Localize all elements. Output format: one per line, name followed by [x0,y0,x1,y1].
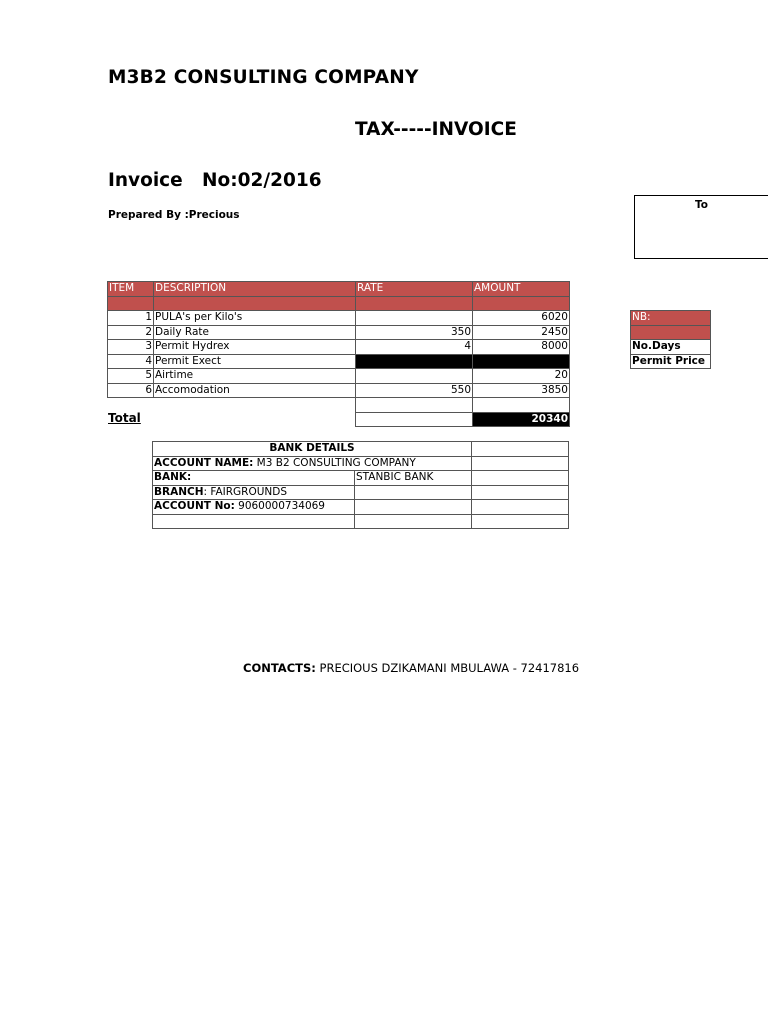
bank-label: BANK: [153,471,355,486]
table-row [108,383,570,398]
item-amount-blacked [473,354,570,369]
item-rate: 4 [356,340,473,355]
item-number: 6 [108,383,154,398]
item-rate [356,311,473,326]
nb-table [630,310,711,369]
table-row [108,354,570,369]
account-number: ACCOUNT No: 9060000734069 [153,500,355,515]
contacts-label: CONTACTS: [243,661,316,675]
table-header-row [108,282,570,297]
item-number: 5 [108,369,154,384]
header-rate: RATE [356,282,473,297]
table-row [108,311,570,326]
item-amount: 2450 [473,325,570,340]
header-description: DESCRIPTION [154,282,356,297]
document-title: TAX-----INVOICE [355,119,517,140]
invoice-number: Invoice No:02/2016 [108,170,322,191]
item-number: 2 [108,325,154,340]
contacts-value: PRECIOUS DZIKAMANI MBULAWA - 72417816 [315,661,580,675]
table-row [108,369,570,384]
bank-details-table [152,441,569,529]
table-row [108,325,570,340]
nb-row-days: No.Days [631,340,711,355]
nb-row-permit-price: Permit Price [631,354,711,369]
item-description: PULA's per Kilo's [154,311,356,326]
contacts-line [243,661,579,675]
nb-label: NB: [631,311,711,326]
item-amount: 3850 [473,383,570,398]
header-amount: AMOUNT [473,282,570,297]
invoice-items-table [107,281,570,427]
account-name: ACCOUNT NAME: M3 B2 CONSULTING COMPANY [153,456,472,471]
item-amount: 6020 [473,311,570,326]
item-number: 3 [108,340,154,355]
item-description: Daily Rate [154,325,356,340]
item-rate [356,369,473,384]
bank-name: STANBIC BANK [355,471,472,486]
item-number: 4 [108,354,154,369]
item-description: Accomodation [154,383,356,398]
total-label: Total [108,411,141,425]
empty-row [108,398,570,413]
total-value: 20340 [473,412,570,427]
bank-details-title: BANK DETAILS [153,442,472,457]
recipient-label: To [695,199,708,211]
table-header-spacer [108,296,570,311]
prepared-by: Prepared By :Precious [108,209,240,221]
table-row [108,340,570,355]
item-description: Permit Hydrex [154,340,356,355]
branch: BRANCH: FAIRGROUNDS [153,485,355,500]
item-rate: 550 [356,383,473,398]
item-description: Airtime [154,369,356,384]
item-rate-blacked [356,354,473,369]
item-number: 1 [108,311,154,326]
header-item: ITEM [108,282,154,297]
company-name: M3B2 CONSULTING COMPANY [108,67,419,88]
total-row [108,412,570,427]
recipient-box [634,195,768,259]
item-rate: 350 [356,325,473,340]
item-amount: 20 [473,369,570,384]
item-amount: 8000 [473,340,570,355]
item-description: Permit Exect [154,354,356,369]
